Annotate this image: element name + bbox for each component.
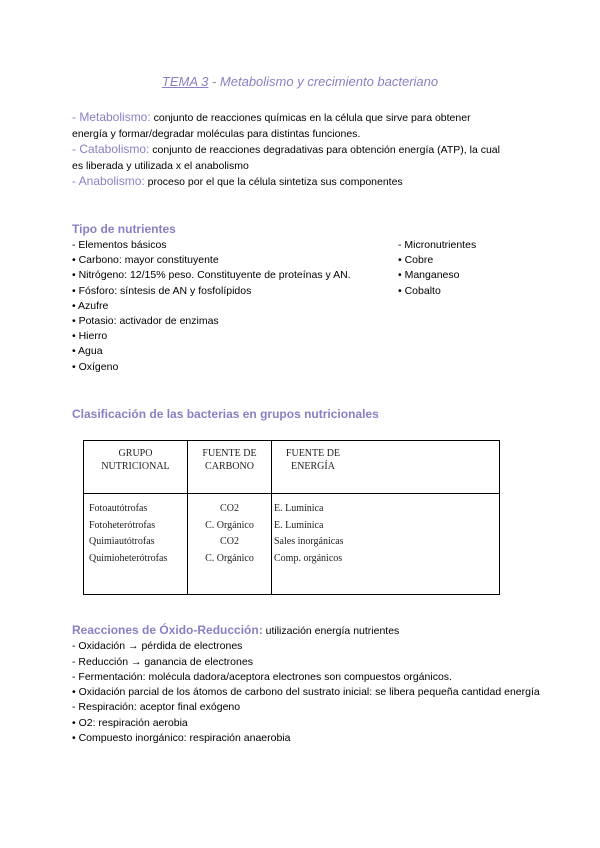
table-divider [84, 493, 499, 494]
definition-catabolismo: - Catabolismo: conjunto de reacciones degradativas para obtención energía (ATP), la cual [72, 142, 500, 156]
list-item: • Oxígeno [72, 360, 119, 373]
title-rest: - Metabolismo y crecimiento bacteriano [208, 74, 439, 89]
table-cell: C. Orgánico [205, 552, 254, 564]
table-column-energy [274, 501, 344, 567]
list-item: • Cobre [398, 254, 434, 267]
list-item: • O2: respiración aerobia [72, 716, 188, 729]
table-cell: Quimioheterótrofas [89, 552, 168, 564]
table-column-groups [89, 501, 167, 567]
table-cell: Quimiautótrofas [89, 536, 155, 547]
table-column-carbon [188, 501, 271, 567]
list-item: • Fósforo: síntesis de AN y fosfolípidos [72, 284, 252, 297]
nutritional-groups-table [83, 440, 500, 595]
nutrients-heading: Tipo de nutrientes [72, 222, 176, 236]
definition-metabolismo-cont: energía y formar/degradar moléculas para distintas funciones. [72, 127, 361, 140]
table-cell: CO2 [220, 503, 239, 514]
list-item: • Compuesto inorgánico: respiración anaerobia [72, 732, 291, 745]
list-item: • Azufre [72, 299, 109, 312]
list-item: • Manganeso [398, 269, 460, 282]
list-item: - Respiración: aceptor final exógeno [72, 701, 241, 714]
list-item: • Cobalto [398, 284, 441, 297]
definitions-block [72, 110, 542, 191]
list-item: • Potasio: activador de enzimas [72, 315, 219, 328]
list-item: - Fermentación: molécula dadora/aceptora electrones son compuestos orgánicos. [72, 670, 452, 683]
table-header-energia: FUENTE DE ENERGÍA [285, 448, 341, 472]
table-cell: CO2 [220, 536, 239, 547]
list-item: • Nitrógeno: 12/15% peso. Constituyente de proteínas y AN. [72, 269, 351, 282]
list-item: - Elementos básicos [72, 239, 167, 251]
table-cell: Comp. orgánicos [274, 552, 343, 564]
list-item: - Reducción → ganancia de electrones [72, 655, 253, 668]
redox-heading: Reacciones de Óxido-Reducción: [72, 623, 263, 637]
table-header-grupo: GRUPO NUTRICIONAL [101, 448, 170, 472]
redox-section [72, 623, 542, 746]
table-cell: Fotoheterótrofas [89, 519, 156, 531]
table-cell: Fotoautótrofas [89, 503, 148, 514]
list-item: - Oxidación → pérdida de electrones [72, 640, 243, 653]
page-title [0, 74, 600, 89]
table-cell: E. Lumínica [274, 519, 324, 531]
table-cell: Sales inorgánicas [274, 536, 344, 547]
definition-metabolismo: - Metabolismo: conjunto de reacciones químicas en la célula que sirve para obtener [72, 110, 471, 124]
nutrients-left-list [72, 238, 351, 375]
classification-heading: Clasificación de las bacterias en grupos nutricionales [72, 407, 379, 421]
definition-anabolismo: - Anabolismo: proceso por el que la célula sintetiza sus componentes [72, 174, 403, 188]
redox-heading-line: Reacciones de Óxido-Reducción: utilización energía nutrientes [72, 623, 400, 637]
list-item: - Micronutrientes [398, 239, 477, 251]
title-tema: TEMA 3 [161, 74, 209, 89]
list-item: • Carbono: mayor constituyente [72, 254, 219, 267]
table-cell: C. Orgánico [205, 519, 254, 531]
table-header-carbono: FUENTE DE CARBONO [202, 448, 257, 472]
table-cell: E. Lumínica [274, 503, 324, 514]
list-item: • Oxidación parcial de los átomos de carbono del sustrato inicial: se libera pequeña cantidad energía [72, 686, 540, 699]
list-item: • Agua [72, 345, 103, 358]
nutrients-right-list [398, 238, 476, 299]
definition-catabolismo-cont: es liberada y utilizada x el anabolismo [72, 159, 249, 172]
list-item: • Hierro [72, 330, 108, 343]
